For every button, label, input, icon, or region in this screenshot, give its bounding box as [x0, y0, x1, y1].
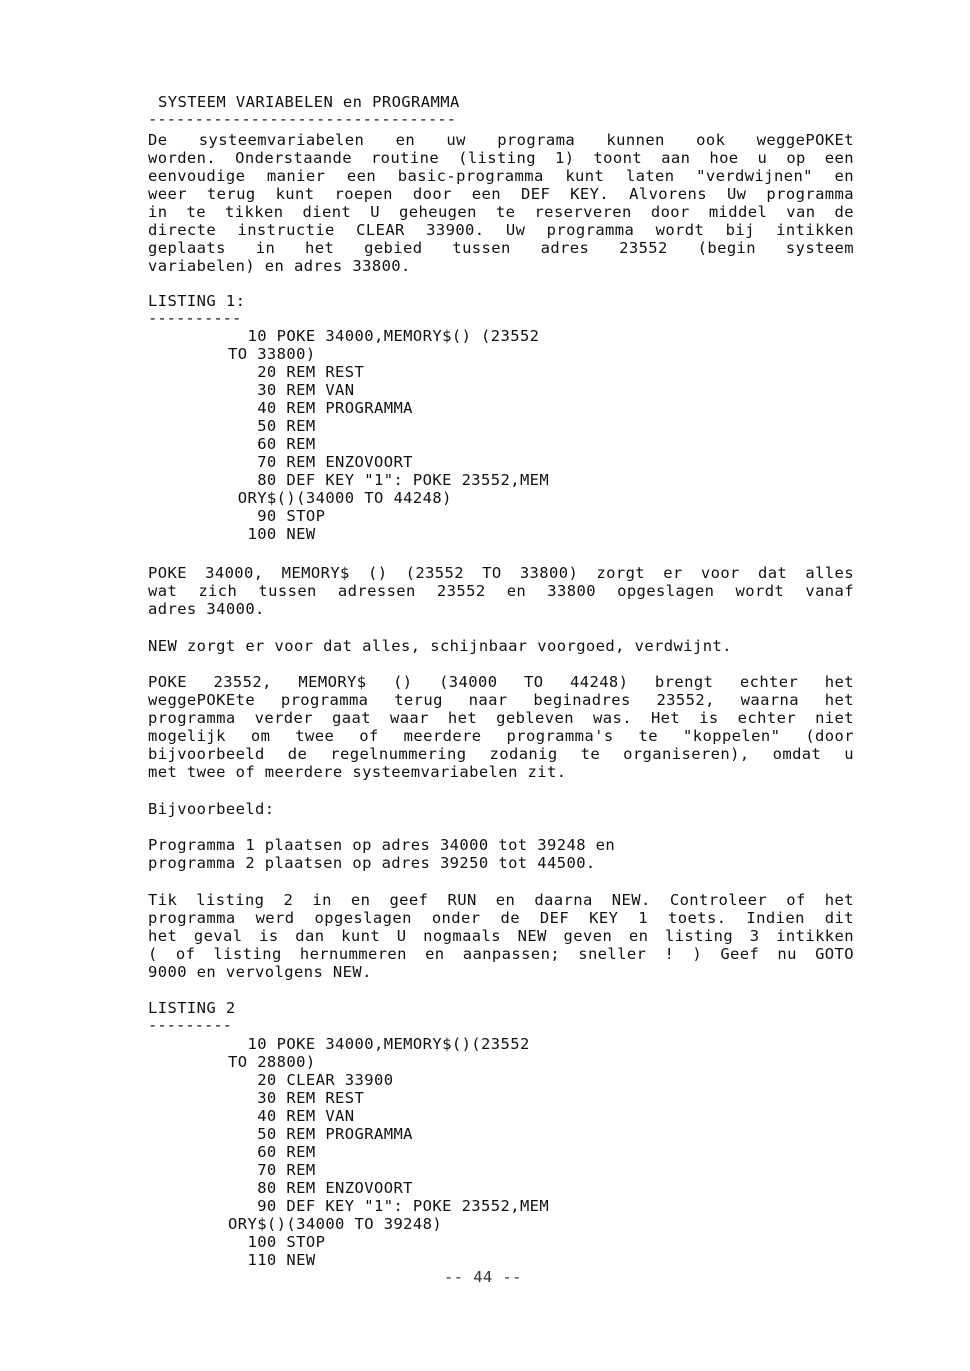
- code-line: 100 NEW: [228, 525, 316, 543]
- page-title: SYSTEEM VARIABELEN en PROGRAMMA: [158, 93, 460, 111]
- code-line: 70 REM ENZOVOORT: [228, 453, 413, 471]
- code-line: 20 CLEAR 33900: [228, 1071, 394, 1089]
- code-line: 90 STOP: [228, 507, 326, 525]
- title-underline: ---------------------------------: [148, 110, 456, 128]
- code-line: ORY$()(34000 TO 39248): [228, 1215, 443, 1233]
- code-line: 60 REM: [228, 435, 316, 453]
- poke-paragraph-line: POKE 34000, MEMORY$ () (23552 TO 33800) zorgt er voor dat alles: [148, 564, 854, 582]
- intro-line: geplaats in het gebied tussen adres 23552 (begin systeem: [148, 239, 854, 257]
- code-line: TO 28800): [228, 1053, 316, 1071]
- code-line: 90 DEF KEY "1": POKE 23552,MEM: [228, 1197, 550, 1215]
- code-line: 10 POKE 34000,MEMORY$()(23552: [228, 1035, 530, 1053]
- code-line: 80 DEF KEY "1": POKE 23552,MEM: [228, 471, 550, 489]
- poke-paragraph-line: wat zich tussen adressen 23552 en 33800 opgeslagen wordt vanaf: [148, 582, 854, 600]
- code-line: ORY$()(34000 TO 44248): [228, 489, 452, 507]
- listing-2-paragraph-line: het geval is dan kunt U nogmaals NEW geven en listing 3 intikken: [148, 927, 854, 945]
- example-heading: Bijvoorbeeld:: [148, 800, 275, 818]
- code-line: 100 STOP: [228, 1233, 326, 1251]
- restore-paragraph-line: programma verder gaat waar het gebleven was. Het is echter niet: [148, 709, 854, 727]
- code-line: 50 REM PROGRAMMA: [228, 1125, 413, 1143]
- intro-line: weer terug kunt roepen door een DEF KEY. Alvorens Uw programma: [148, 185, 854, 203]
- code-line: 20 REM REST: [228, 363, 365, 381]
- code-line: 40 REM PROGRAMMA: [228, 399, 413, 417]
- intro-line: eenvoudige manier een basic-programma kunt laten "verdwijnen" en: [148, 167, 854, 185]
- restore-paragraph-line: POKE 23552, MEMORY$ () (34000 TO 44248) brengt echter het: [148, 673, 854, 691]
- listing-2-underline: ---------: [148, 1016, 232, 1034]
- listing-2-heading: LISTING 2: [148, 999, 236, 1017]
- listing-2-paragraph-line: Tik listing 2 in en geef RUN en daarna NEW. Controleer of het: [148, 891, 854, 909]
- example-line: programma 2 plaatsen op adres 39250 tot 44500.: [148, 854, 596, 872]
- restore-paragraph-line: weggePOKEte programma terug naar beginadres 23552, waarna het: [148, 691, 854, 709]
- restore-paragraph-line: bijvoorbeeld de regelnummering zodanig te organiseren), omdat u: [148, 745, 854, 763]
- intro-line: De systeemvariabelen en uw programa kunnen ook weggePOKEt: [148, 131, 854, 149]
- intro-line: worden. Onderstaande routine (listing 1) toont aan hoe u op een: [148, 149, 854, 167]
- code-line: 70 REM: [228, 1161, 316, 1179]
- restore-paragraph-line: met twee of meerdere systeemvariabelen zit.: [148, 763, 567, 781]
- code-line: 80 REM ENZOVOORT: [228, 1179, 413, 1197]
- listing-1-underline: ----------: [148, 309, 242, 327]
- intro-line: variabelen) en adres 33800.: [148, 257, 411, 275]
- new-paragraph: NEW zorgt er voor dat alles, schijnbaar voorgoed, verdwijnt.: [148, 637, 732, 655]
- restore-paragraph-line: mogelijk om twee of meerdere programma's te "koppelen" (door: [148, 727, 854, 745]
- intro-line: in te tikken dient U geheugen te reserveren door middel van de: [148, 203, 854, 221]
- listing-2-paragraph-line: ( of listing hernummeren en aanpassen; sneller ! ) Geef nu GOTO: [148, 945, 854, 963]
- code-line: 30 REM VAN: [228, 381, 355, 399]
- listing-2-paragraph-line: programma werd opgeslagen onder de DEF KEY 1 toets. Indien dit: [148, 909, 854, 927]
- example-line: Programma 1 plaatsen op adres 34000 tot 39248 en: [148, 836, 616, 854]
- code-line: 30 REM REST: [228, 1089, 365, 1107]
- code-line: 40 REM VAN: [228, 1107, 355, 1125]
- code-line: 10 POKE 34000,MEMORY$() (23552: [228, 327, 540, 345]
- code-line: 110 NEW: [228, 1251, 316, 1269]
- code-line: 50 REM: [228, 417, 316, 435]
- code-line: TO 33800): [228, 345, 316, 363]
- page-number: -- 44 --: [444, 1268, 522, 1286]
- listing-2-paragraph-line: 9000 en vervolgens NEW.: [148, 963, 372, 981]
- code-line: 60 REM: [228, 1143, 316, 1161]
- poke-paragraph-line: adres 34000.: [148, 600, 265, 618]
- listing-1-heading: LISTING 1:: [148, 292, 246, 310]
- intro-line: directe instructie CLEAR 33900. Uw programma wordt bij intikken: [148, 221, 854, 239]
